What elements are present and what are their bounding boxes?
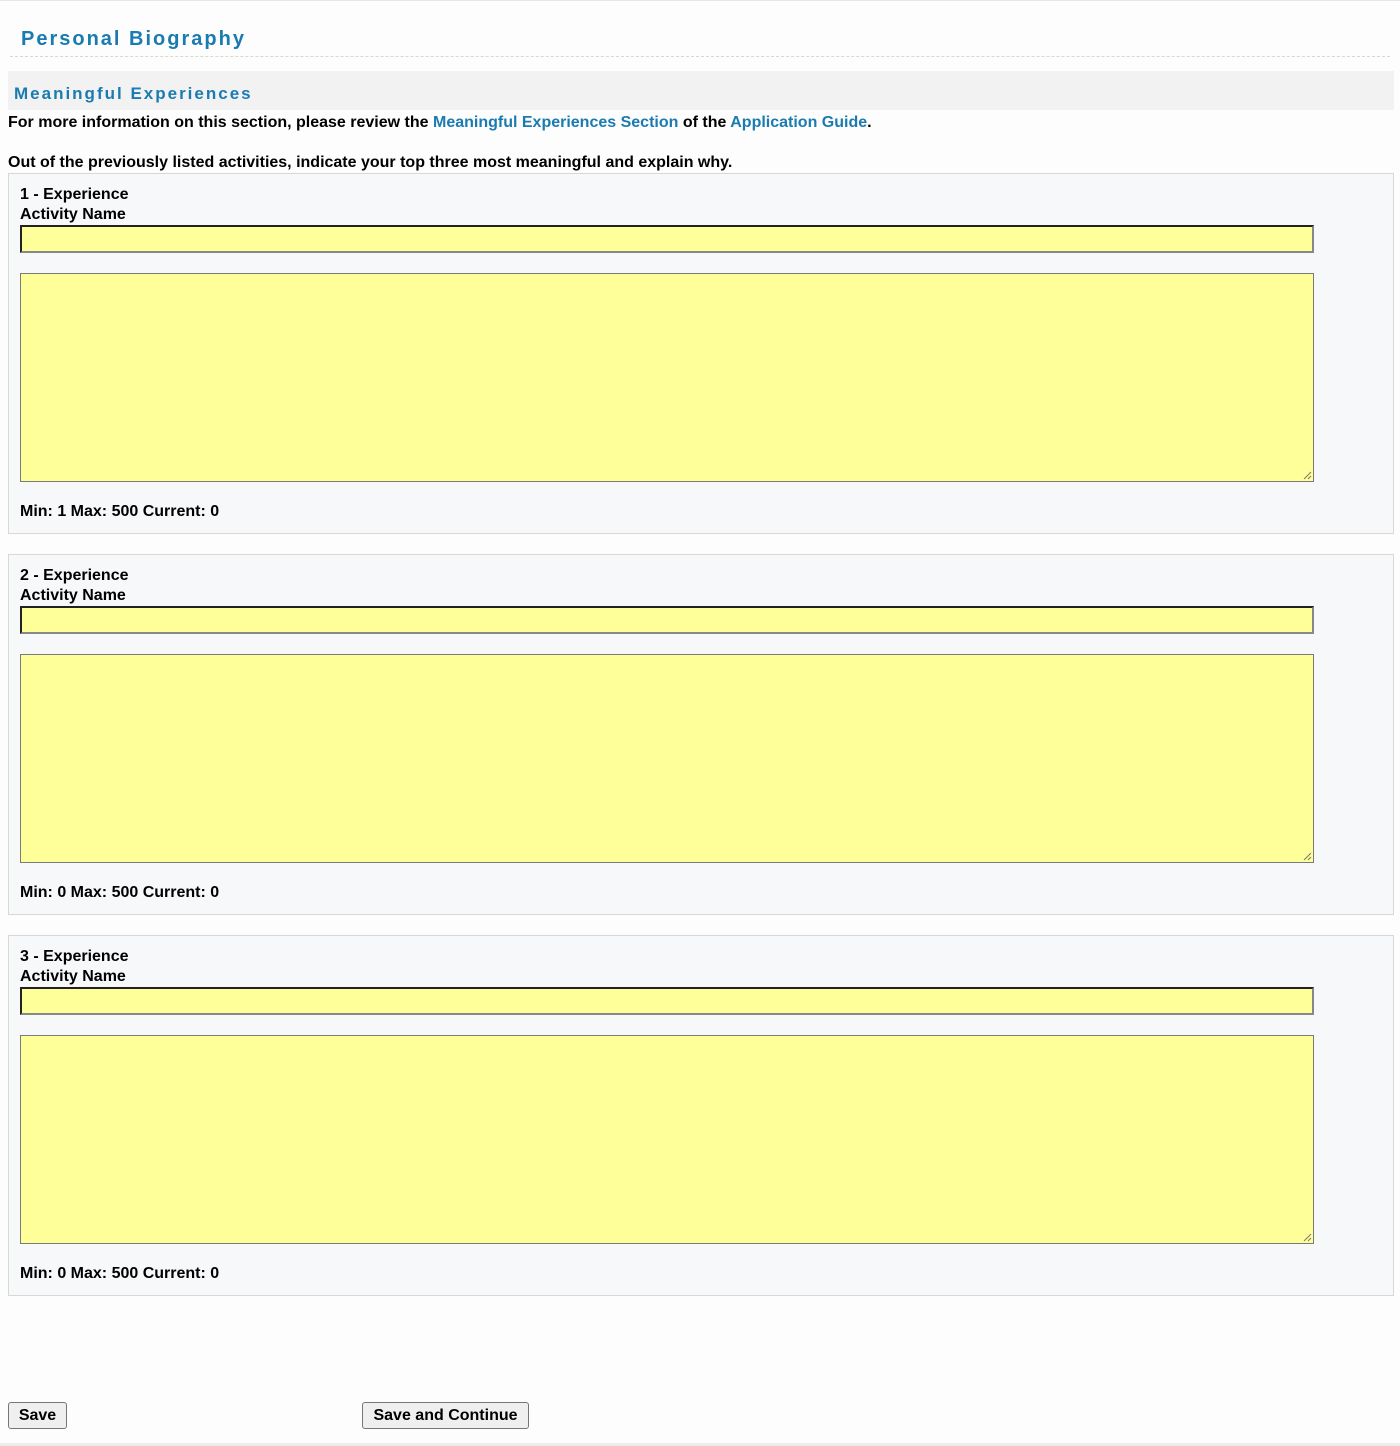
activity-name-label: Activity Name: [20, 206, 126, 223]
experience-description-textarea-1[interactable]: [20, 273, 1314, 482]
resize-grip-icon[interactable]: [1302, 851, 1312, 861]
activity-name-input-1[interactable]: [20, 225, 1314, 253]
section-header: [8, 71, 1394, 110]
info-text: [8, 112, 872, 134]
experience-title: 1 - Experience: [20, 186, 129, 203]
activity-name-label: Activity Name: [20, 587, 126, 604]
save-and-continue-button[interactable]: Save and Continue: [362, 1402, 529, 1429]
info-middle: of the: [678, 114, 731, 131]
application-guide-link[interactable]: Application Guide: [730, 114, 868, 131]
experience-box-3: [8, 935, 1394, 1296]
experience-box-1: [8, 173, 1394, 534]
character-counter-2: Min: 0 Max: 500 Current: 0: [20, 884, 220, 901]
activity-name-input-3[interactable]: [20, 987, 1314, 1015]
activity-name-label: Activity Name: [20, 968, 126, 985]
experience-box-2: [8, 554, 1394, 915]
section-title: Meaningful Experiences: [14, 84, 253, 103]
character-counter-1: Min: 1 Max: 500 Current: 0: [20, 503, 220, 520]
activity-name-input-2[interactable]: [20, 606, 1314, 634]
info-suffix: .: [867, 114, 872, 131]
resize-grip-icon[interactable]: [1302, 1232, 1312, 1242]
top-divider: [0, 0, 1400, 1]
experience-description-textarea-3[interactable]: [20, 1035, 1314, 1244]
experience-title: 3 - Experience: [20, 948, 129, 965]
experience-description-textarea-2[interactable]: [20, 654, 1314, 863]
page-title: Personal Biography: [21, 28, 246, 50]
meaningful-experiences-section-link[interactable]: Meaningful Experiences Section: [432, 114, 679, 131]
save-button[interactable]: Save: [8, 1402, 67, 1429]
info-prefix: For more information on this section, please review the: [8, 114, 433, 131]
title-divider: [10, 56, 1390, 57]
experience-title: 2 - Experience: [20, 567, 129, 584]
character-counter-3: Min: 0 Max: 500 Current: 0: [20, 1265, 220, 1282]
instructions-text: Out of the previously listed activities, indicate your top three most meaningful and explain why.: [8, 154, 733, 171]
resize-grip-icon[interactable]: [1302, 470, 1312, 480]
